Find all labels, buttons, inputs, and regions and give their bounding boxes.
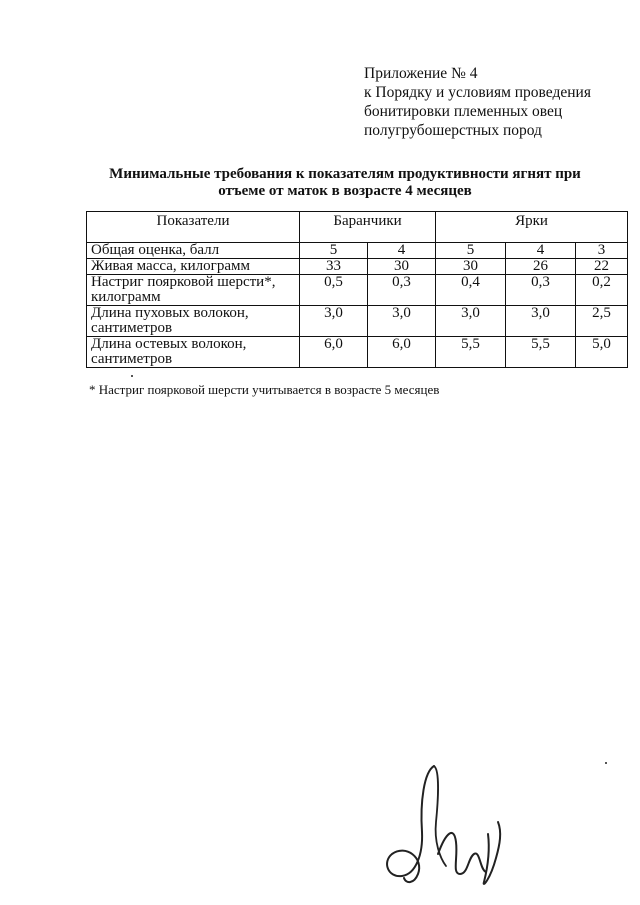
signature-image [376,762,516,897]
cell-value: 0,3 [506,275,576,306]
appendix-block [364,64,591,140]
appendix-line: к Порядку и условиям проведения [364,84,591,101]
appendix-line: полугрубошерстных пород [364,122,542,139]
cell-value: 3 [576,243,628,259]
cell-value: 5 [436,243,506,259]
cell-value: 0,5 [300,275,368,306]
cell-value: 30 [368,259,436,275]
header-indicators: Показатели [87,212,300,243]
title-line: отъеме от маток в возрасте 4 месяцев [218,183,472,199]
row-label: Длина остевых волокон, сантиметров [87,337,300,368]
cell-value: 4 [506,243,576,259]
scan-speck [605,762,607,764]
cell-value: 6,0 [368,337,436,368]
table-row [87,275,628,306]
cell-value: 0,4 [436,275,506,306]
row-label: Живая масса, килограмм [87,259,300,275]
table-header-row [87,212,628,243]
signature-icon [376,762,516,892]
cell-value: 3,0 [506,306,576,337]
row-label: Настриг поярковой шерсти*, килограмм [87,275,300,306]
table-row [87,243,628,259]
document-title [80,166,610,200]
header-rams: Баранчики [300,212,436,243]
cell-value: 2,5 [576,306,628,337]
footnote: * Настриг поярковой шерсти учитывается в возрасте 5 месяцев [89,382,440,397]
cell-value: 30 [436,259,506,275]
table-row [87,306,628,337]
cell-value: 4 [368,243,436,259]
requirements-table [86,211,628,368]
cell-value: 5 [300,243,368,259]
cell-value: 3,0 [436,306,506,337]
cell-value: 0,2 [576,275,628,306]
row-label: Общая оценка, балл [87,243,300,259]
cell-value: 33 [300,259,368,275]
cell-value: 0,3 [368,275,436,306]
header-ewes: Ярки [436,212,628,243]
table-row [87,259,628,275]
cell-value: 5,5 [506,337,576,368]
cell-value: 5,0 [576,337,628,368]
appendix-line: Приложение № 4 [364,65,478,82]
cell-value: 26 [506,259,576,275]
title-line: Минимальные требования к показателям продуктивности ягнят при [109,166,581,182]
cell-value: 22 [576,259,628,275]
scan-speck [131,375,133,377]
cell-value: 3,0 [368,306,436,337]
appendix-line: бонитировки племенных овец [364,103,563,120]
table-row [87,337,628,368]
cell-value: 5,5 [436,337,506,368]
cell-value: 3,0 [300,306,368,337]
cell-value: 6,0 [300,337,368,368]
row-label: Длина пуховых волокон, сантиметров [87,306,300,337]
